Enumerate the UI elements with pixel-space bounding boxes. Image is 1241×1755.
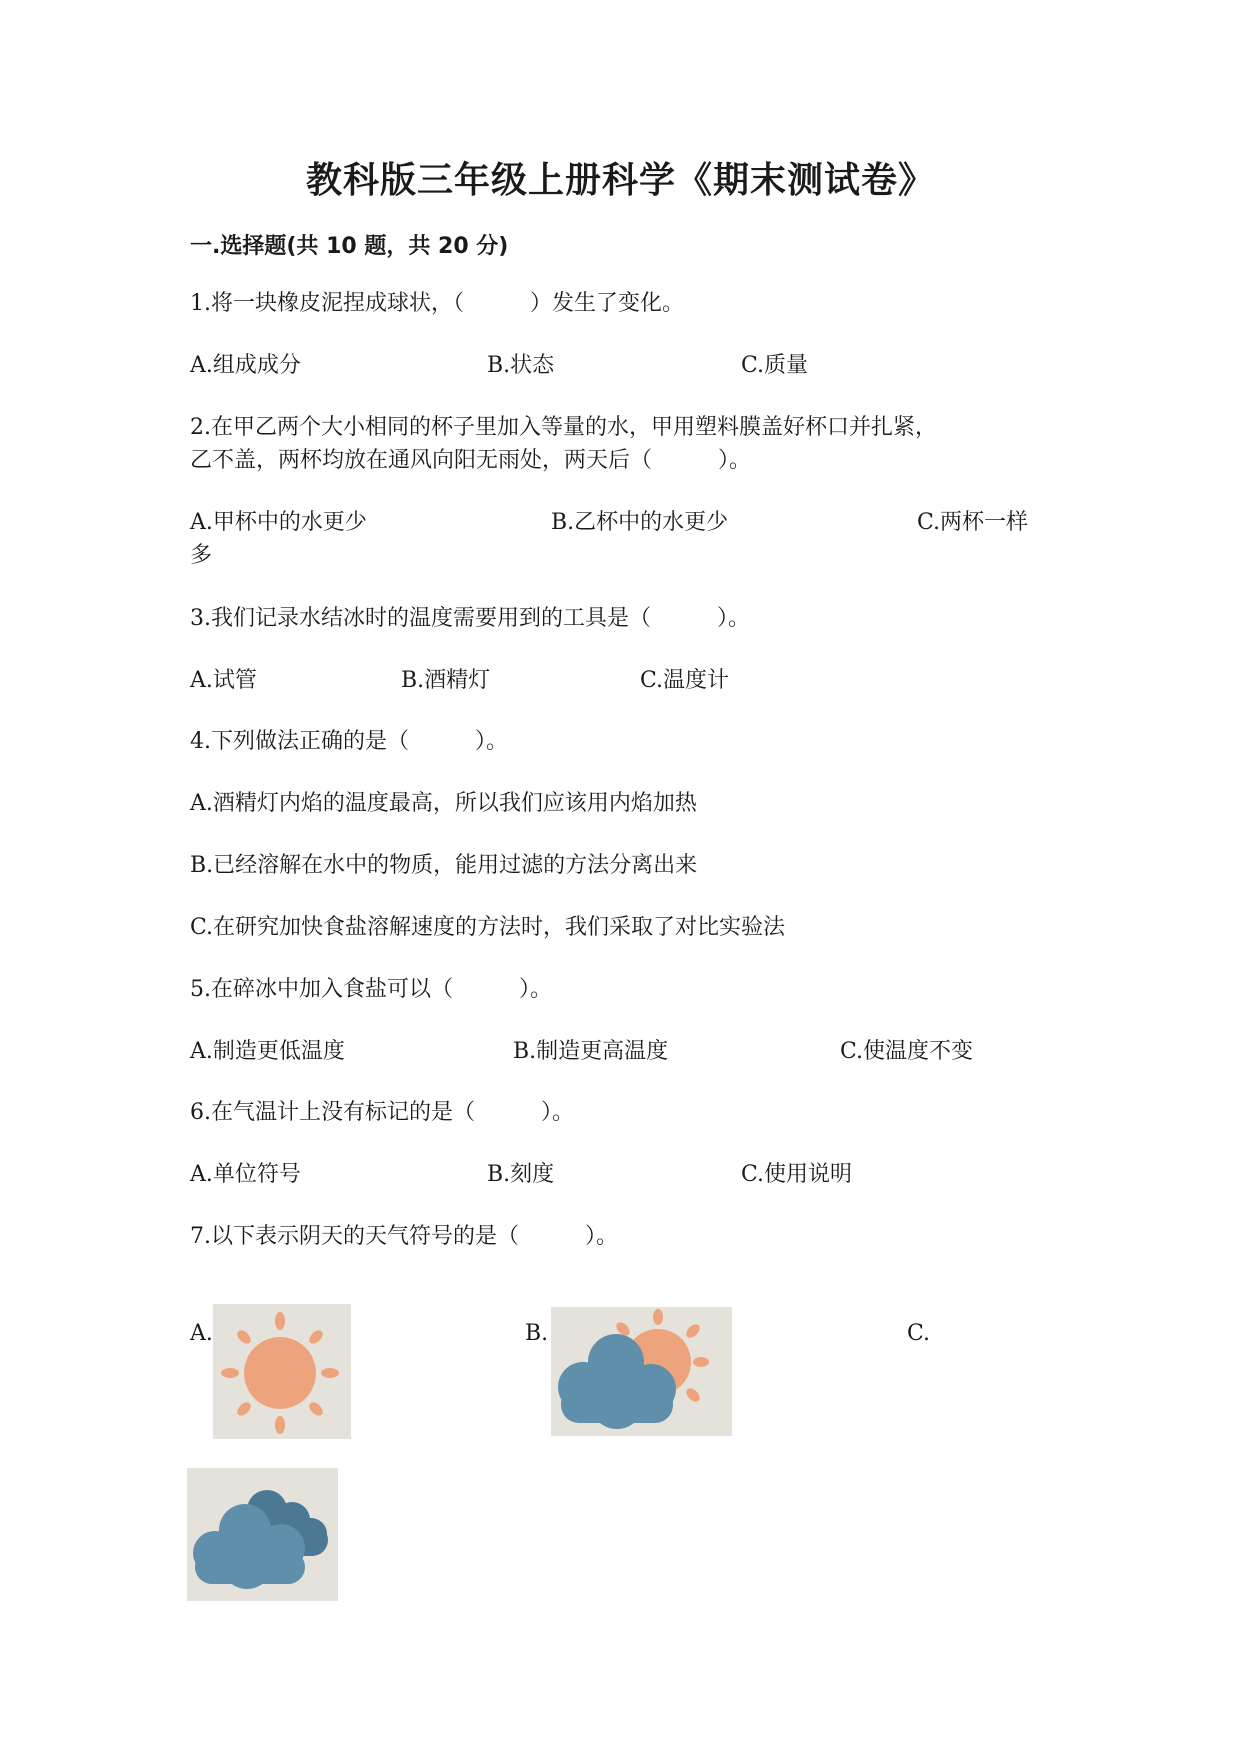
question-4: 4.下列做法正确的是（ ）。 [190,729,508,754]
q2-option-a: A.甲杯中的水更少 [190,510,367,535]
q3-option-b: B.酒精灯 [401,668,491,693]
question-3: 3.我们记录水结冰时的温度需要用到的工具是（ ）。 [190,606,750,631]
q1-option-c: C.质量 [741,353,809,378]
question-7: 7.以下表示阴天的天气符号的是（ ）。 [190,1224,618,1249]
q3-option-c: C.温度计 [640,668,730,693]
q2-option-c-wrap: 多 [190,543,213,568]
q5-option-b: B.制造更高温度 [513,1039,669,1064]
page-title: 教科版三年级上册科学《期末测试卷》 [305,160,935,201]
q6-option-c: C.使用说明 [741,1162,853,1187]
q7-option-a-label: A. [190,1321,213,1346]
question-6: 6.在气温计上没有标记的是（ ）。 [190,1100,574,1125]
q5-option-c: C.使温度不变 [840,1039,974,1064]
q1-option-b: B.状态 [487,353,555,378]
q2-option-c: C.两杯一样 [917,510,1029,535]
question-2-line-2: 乙不盖，两杯均放在通风向阳无雨处，两天后（ ）。 [190,448,752,473]
q4-option-c: C.在研究加快食盐溶解速度的方法时，我们采取了对比实验法 [190,915,786,940]
question-1: 1.将一块橡皮泥捏成球状，（ ）发生了变化。 [190,291,684,316]
q6-option-a: A.单位符号 [190,1162,301,1187]
q6-option-b: B.刻度 [487,1162,555,1187]
q1-option-a: A.组成成分 [190,353,301,378]
question-2-line-1: 2.在甲乙两个大小相同的杯子里加入等量的水，甲用塑料膜盖好杯口并扎紧， [190,415,937,440]
overcast-weather-icon [187,1468,338,1601]
question-5: 5.在碎冰中加入食盐可以（ ）。 [190,977,552,1002]
sunny-weather-icon [213,1304,351,1439]
q4-option-b: B.已经溶解在水中的物质，能用过滤的方法分离出来 [190,853,698,878]
q2-option-b: B.乙杯中的水更少 [551,510,729,535]
q3-option-a: A.试管 [190,668,257,693]
section-heading: 一.选择题(共 10 题，共 20 分) [190,234,509,259]
q4-option-a: A.酒精灯内焰的温度最高，所以我们应该用内焰加热 [190,791,697,816]
partly-cloudy-weather-icon [551,1307,732,1436]
q7-option-c-label: C. [907,1321,931,1346]
q7-option-b-label: B. [525,1321,549,1346]
q5-option-a: A.制造更低温度 [190,1039,345,1064]
